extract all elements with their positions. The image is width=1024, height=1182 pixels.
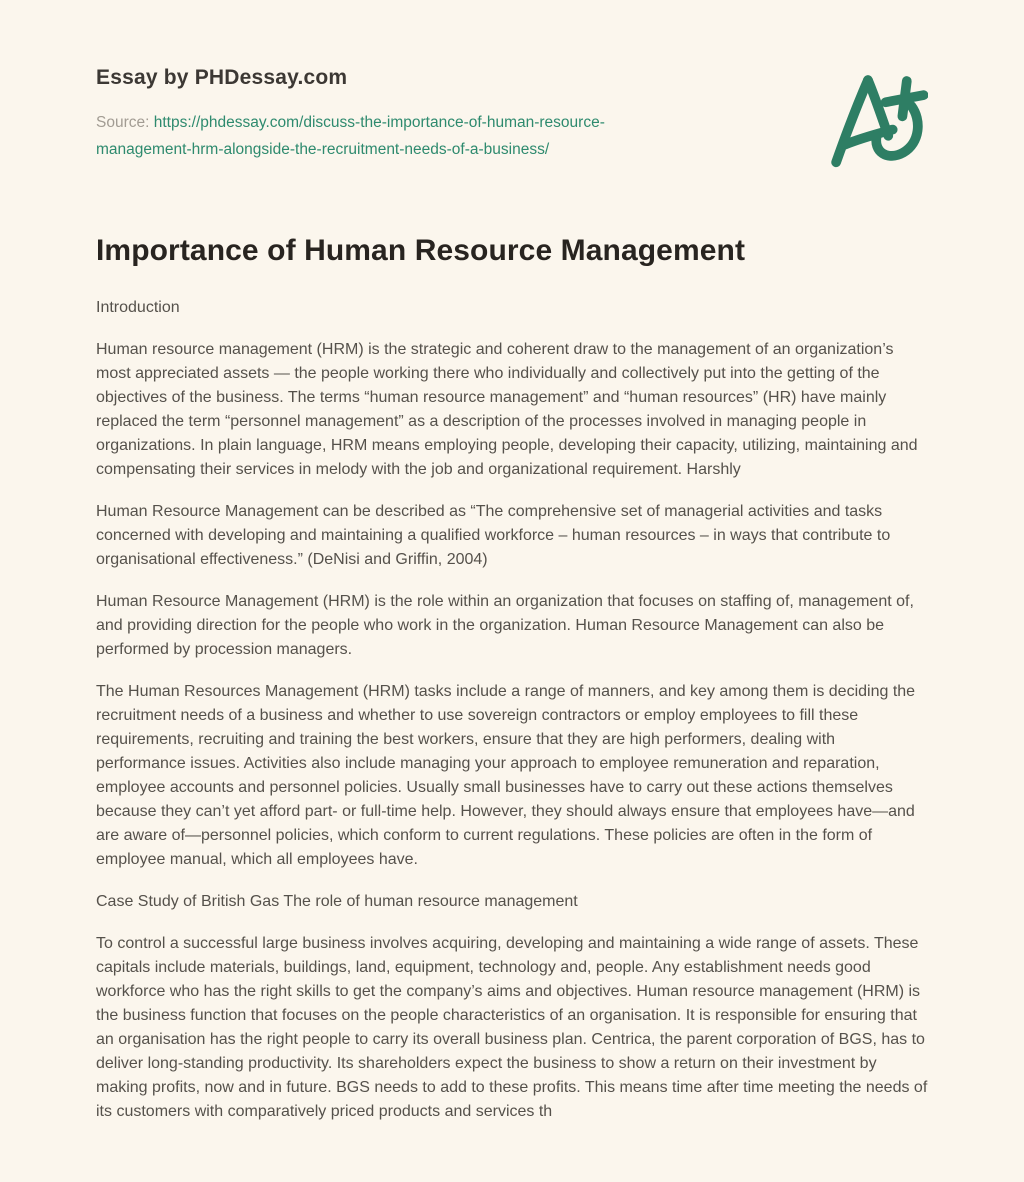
page-header [96, 66, 928, 170]
paragraph-hrm-tasks: The Human Resources Management (HRM) tasks include a range of manners, and key among them is deciding the recruitment needs of a business and whether to use sovereign contractors or employ employees to fill these requirements, recruiting and training the best workers, ensure that they are high performers, dealing with performance issues. Activities also include managing your approach to employee remuneration and reparation, employee accounts and personnel policies. Usually small businesses have to carry out these actions themselves because they can’t yet afford part- or full-time help. However, they should always ensure that employees have—and are aware of—personnel policies, which conform to current regulations. These policies are often in the form of employee manual, which all employees have. [96, 683, 916, 868]
paragraph-hrm-definition: Human resource management (HRM) is the strategic and coherent draw to the management of an organization’s most appreciated assets — the people working there who individually and collectively put into the getting of the objectives of the business. The terms “human resource management” and “human resources” (HR) have mainly replaced the term “personnel management” as a description of the processes involved in managing people in organizations. In plain language, HRM means employing people, developing their capacity, utilizing, maintaining and compensating their services in melody with the job and organizational requirement. Harshly [96, 341, 918, 478]
paragraph-british-gas: To control a successful large business involves acquiring, developing and maintaining a wide range of assets. These capitals include materials, buildings, land, equipment, technology and, people. Any establishment needs good workforce who has the right skills to get the company’s aims and objectives. Human resource management (HRM) is the business function that focuses on the people characteristics of an organisation. It is responsible for ensuring that an organisation has the right people to carry its overall business plan. Centrica, the parent corporation of BGS, has to deliver long-standing productivity. Its shareholders expect the business to show a return on their investment by making profits, now and in future. BGS needs to add to these profits. This means time after time meeting the needs of its customers with comparatively priced products and services th [96, 935, 928, 1120]
phdessay-a-plus-logo-icon [822, 68, 928, 170]
paragraph-case-study-heading: Case Study of British Gas The role of human resource management [96, 893, 578, 910]
header-text-block [96, 66, 696, 163]
paragraph-hrm-role: Human Resource Management (HRM) is the role within an organization that focuses on staffing of, management of, and providing direction for the people who work in the organization. Human Resource Management can also be performed by procession managers. [96, 593, 914, 658]
source-link[interactable]: https://phdessay.com/discuss-the-importance-of-human-resource-management-hrm-alongside-the-recruitment-needs-of-a-business/ [96, 114, 605, 158]
paragraph-introduction-label: Introduction [96, 299, 180, 316]
paragraph-denisi-quote: Human Resource Management can be described as “The comprehensive set of managerial activities and tasks concerned with developing and maintaining a qualified workforce – human resources – in ways that contribute to organisational effectiveness.” (DeNisi and Griffin, 2004) [96, 503, 891, 568]
brand-title: Essay by PHDessay.com [96, 66, 348, 89]
source-label: Source: [96, 114, 150, 131]
essay-title: Importance of Human Resource Management [96, 234, 746, 267]
essay-body [96, 296, 928, 1124]
source-line [96, 110, 696, 163]
